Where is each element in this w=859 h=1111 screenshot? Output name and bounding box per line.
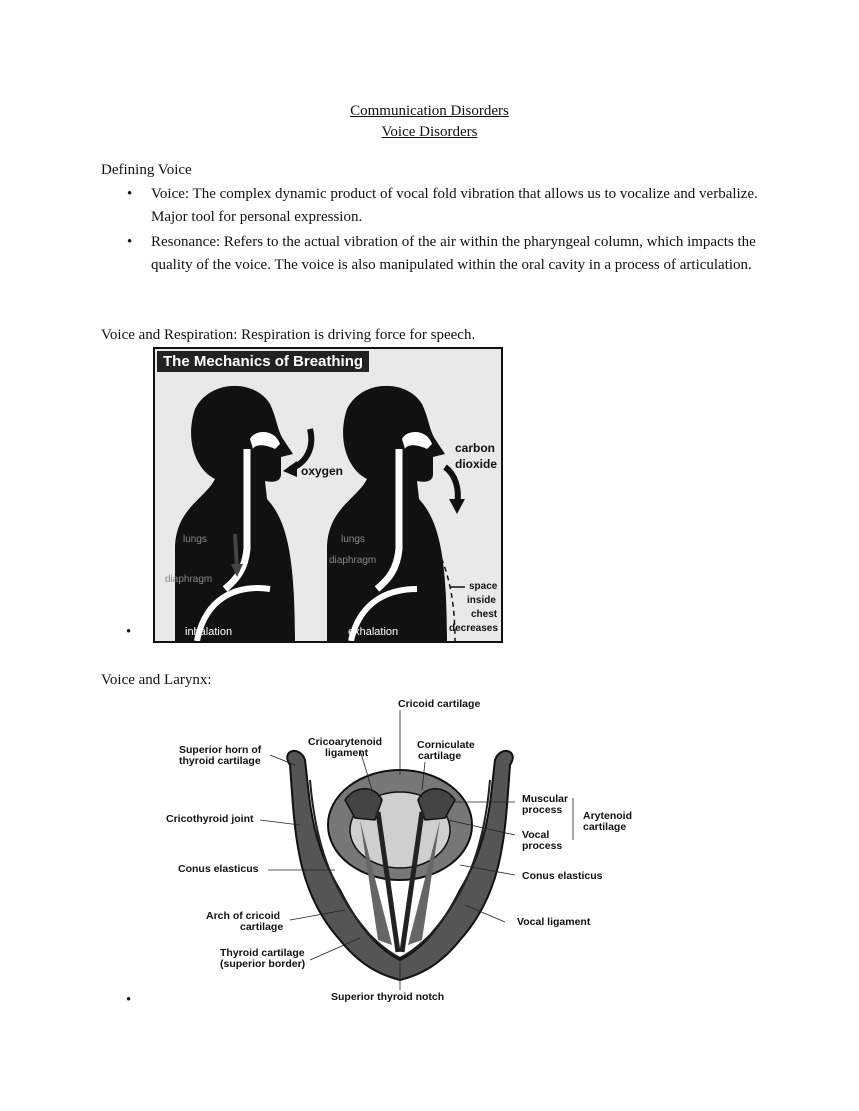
label-cricoid: Cricoid cartilage: [398, 698, 481, 710]
label-exhalation: exhalation: [348, 626, 399, 638]
bullet-text-resonance: Resonance: Refers to the actual vibration of the air within the pharyngeal column, which impacts the quality of the voice. The voice is also manipulated within the oral cavity in a process of articulation.: [151, 234, 756, 273]
breathing-figure: [153, 347, 503, 643]
label-conus-left: Conus elasticus: [178, 863, 259, 875]
label-chest: chest: [471, 609, 498, 620]
label-carbon: carbon: [455, 441, 496, 455]
doc-title: Communication Disorders: [350, 103, 509, 119]
label-decreases: decreases: [449, 623, 498, 634]
label-notch: Superior thyroid notch: [331, 991, 445, 1003]
label-thyroid-2: (superior border): [220, 958, 306, 970]
label-space: space: [469, 581, 498, 592]
list-item: [101, 231, 761, 277]
label-vocal-process-1: Vocal: [522, 829, 550, 841]
section-heading-defining-voice: Defining Voice: [101, 162, 192, 178]
bullet-icon: •: [126, 624, 132, 640]
section-heading-respiration: Voice and Respiration: Respiration is driving force for speech.: [101, 327, 476, 343]
doc-subtitle: Voice Disorders: [381, 124, 478, 140]
bullet-text-voice: Voice: The complex dynamic product of vocal fold vibration that allows us to vocalize and verbalize. Major tool for personal expression.: [151, 186, 758, 225]
label-cricoarytenoid-1: Cricoarytenoid: [308, 736, 383, 748]
defining-voice-list: [101, 183, 761, 277]
bullet-icon: •: [127, 234, 133, 250]
label-cricothyroid: Cricothyroid joint: [166, 813, 254, 825]
label-oxygen: oxygen: [301, 464, 344, 478]
label-inside: inside: [467, 595, 496, 606]
label-arytenoid-2: cartilage: [583, 821, 627, 833]
figure-title: The Mechanics of Breathing: [157, 351, 369, 372]
label-arytenoid-1: Arytenoid: [583, 810, 633, 822]
label-vocal-ligament: Vocal ligament: [517, 916, 591, 928]
label-superior-horn-2: thyroid cartilage: [179, 755, 261, 767]
label-cricoarytenoid-2: ligament: [325, 747, 369, 759]
label-diaphragm-left: diaphragm: [165, 574, 213, 585]
label-corniculate-2: cartilage: [418, 750, 462, 762]
bullet-icon: •: [127, 186, 133, 202]
label-vocal-process-2: process: [522, 840, 563, 852]
label-muscular-2: process: [522, 804, 563, 816]
label-corniculate-1: Corniculate: [417, 739, 475, 751]
label-thyroid-1: Thyroid cartilage: [220, 947, 305, 959]
larynx-figure: [160, 690, 640, 1010]
label-dioxide: dioxide: [455, 457, 498, 471]
label-arch-2: cartilage: [240, 921, 284, 933]
list-item: [101, 183, 761, 229]
breathing-illustration: [155, 349, 501, 641]
label-arch-1: Arch of cricoid: [206, 910, 281, 922]
section-heading-larynx: Voice and Larynx:: [101, 672, 212, 688]
label-diaphragm-right: diaphragm: [329, 555, 377, 566]
label-muscular-1: Muscular: [522, 793, 569, 805]
label-inhalation: inhalation: [185, 626, 233, 638]
label-superior-horn-1: Superior horn of: [179, 744, 262, 756]
bullet-icon: •: [126, 992, 132, 1008]
label-conus-right: Conus elasticus: [522, 870, 603, 882]
label-lungs-left: lungs: [183, 534, 207, 545]
label-lungs-right: lungs: [341, 534, 365, 545]
